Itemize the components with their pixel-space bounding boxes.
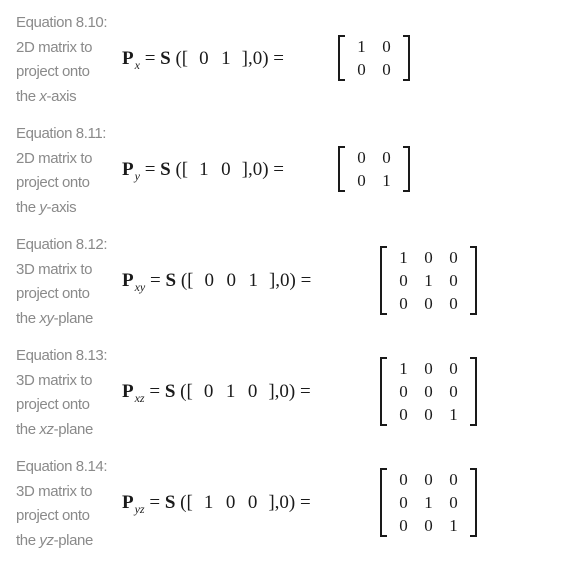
vector-element: 0 <box>199 48 209 69</box>
caption-line: project onto <box>16 396 90 413</box>
caption-line <box>16 418 116 443</box>
caption-italic: xz <box>39 420 54 438</box>
matrix-cell: 0 <box>382 37 391 56</box>
caption-line: Equation 8.11: <box>16 125 107 142</box>
matrix-cell: 0 <box>357 148 366 167</box>
equation-block <box>0 122 561 222</box>
matrix-cell: 0 <box>449 247 458 267</box>
caption-italic: y <box>39 198 47 216</box>
formula-lhs <box>122 492 311 514</box>
caption-text: -axis <box>46 198 77 216</box>
equation-caption <box>16 11 116 109</box>
lhs-subscript: xz <box>134 391 145 405</box>
equals-sign: = <box>139 159 161 180</box>
formula-lhs <box>122 270 311 292</box>
lhs-subscript: xy <box>134 280 146 294</box>
vector-element: 1 <box>199 159 209 180</box>
bracket-close: ], <box>263 381 280 402</box>
caption-text: the <box>16 531 40 549</box>
equation-block <box>0 455 561 555</box>
matrix-cell: 0 <box>399 469 408 489</box>
bracket-close: ], <box>236 159 253 180</box>
vector-element: 1 <box>203 492 214 513</box>
scalar-argument: 0 <box>280 270 290 291</box>
caption-text: -plane <box>53 531 93 549</box>
matrix-cell: 1 <box>449 404 458 424</box>
matrix-cell: 0 <box>399 293 408 313</box>
caption-text: -plane <box>53 420 93 438</box>
bracket-close: ], <box>263 492 280 513</box>
paren-close: ) = <box>262 48 285 69</box>
caption-text: the <box>16 198 40 216</box>
result-matrix <box>338 35 410 81</box>
matrix-cell: 0 <box>357 60 366 79</box>
caption-line: project onto <box>16 285 90 302</box>
equation-block <box>0 233 561 333</box>
matrix-cell: 0 <box>382 148 391 167</box>
caption-italic: xy <box>39 309 54 327</box>
bracket-close: ], <box>236 48 253 69</box>
caption-line: project onto <box>16 174 90 191</box>
matrix-cell: 1 <box>382 171 391 190</box>
matrix-cell: 0 <box>449 492 458 512</box>
matrix-cell: 1 <box>399 247 408 267</box>
matrix-cell: 1 <box>399 358 408 378</box>
matrix-cell: 0 <box>399 492 408 512</box>
caption-line: Equation 8.12: <box>16 236 108 253</box>
equation-caption <box>16 122 116 220</box>
lhs-symbol: P <box>122 492 134 513</box>
matrix-cell: 0 <box>357 171 366 190</box>
paren-open: ([ <box>176 270 199 291</box>
caption-line: Equation 8.13: <box>16 347 108 364</box>
caption-italic: x <box>39 87 47 105</box>
bracket-close: ], <box>264 270 281 291</box>
caption-line: 3D matrix to <box>16 260 93 278</box>
lhs-symbol: P <box>122 381 134 402</box>
vector-element: 0 <box>221 159 231 180</box>
result-matrix <box>380 468 477 537</box>
matrix-cell: 0 <box>399 404 408 424</box>
function-symbol: S <box>165 270 177 291</box>
result-matrix <box>338 146 410 192</box>
matrix-cell: 0 <box>424 247 433 267</box>
paren-open: ([ <box>175 492 198 513</box>
caption-text: the <box>16 420 40 438</box>
lhs-subscript: x <box>134 58 140 72</box>
equation-block <box>0 344 561 444</box>
equation-caption <box>16 455 116 553</box>
formula-lhs <box>122 48 284 70</box>
caption-text: -axis <box>46 87 77 105</box>
matrix-cell: 0 <box>424 358 433 378</box>
matrix-cell: 0 <box>399 515 408 535</box>
paren-open: ([ <box>170 48 193 69</box>
result-matrix <box>380 246 477 315</box>
caption-text: -plane <box>53 309 93 327</box>
equation-caption <box>16 344 116 442</box>
formula-lhs <box>122 159 284 181</box>
equals-sign: = <box>144 492 165 513</box>
paren-close: ) = <box>288 492 311 513</box>
lhs-subscript: yz <box>134 502 145 516</box>
vector-element: 0 <box>247 492 258 513</box>
matrix-cell: 0 <box>382 60 391 79</box>
lhs-symbol: P <box>122 48 134 69</box>
equals-sign: = <box>139 48 161 69</box>
caption-italic: yz <box>39 531 54 549</box>
vector-element: 0 <box>203 381 214 402</box>
caption-line: project onto <box>16 63 90 80</box>
lhs-subscript: y <box>134 169 140 183</box>
caption-line: 3D matrix to <box>16 371 93 389</box>
caption-text: the <box>16 87 40 105</box>
caption-line <box>16 196 116 221</box>
matrix-cell: 1 <box>424 270 433 290</box>
vector-element: 0 <box>225 492 236 513</box>
result-matrix <box>380 357 477 426</box>
matrix-cell: 1 <box>424 492 433 512</box>
equals-sign: = <box>144 381 165 402</box>
matrix-cell: 1 <box>449 515 458 535</box>
vector-element: 0 <box>247 381 258 402</box>
vector-element: 0 <box>204 270 214 291</box>
matrix-cell: 0 <box>449 270 458 290</box>
matrix-cell: 0 <box>449 293 458 313</box>
matrix-cell: 0 <box>424 515 433 535</box>
caption-line <box>16 529 116 554</box>
matrix-cell: 0 <box>449 381 458 401</box>
caption-line: Equation 8.14: <box>16 458 108 475</box>
vector-element: 1 <box>221 48 231 69</box>
matrix-cell: 0 <box>449 469 458 489</box>
matrix-cell: 0 <box>424 293 433 313</box>
matrix-cell: 0 <box>424 469 433 489</box>
matrix-cell: 0 <box>424 381 433 401</box>
scalar-argument: 0 <box>279 492 289 513</box>
caption-line: 2D matrix to <box>16 149 93 167</box>
matrix-cell: 1 <box>357 37 366 56</box>
paren-open: ([ <box>170 159 193 180</box>
equals-sign: = <box>145 270 166 291</box>
caption-line <box>16 85 116 110</box>
equation-block <box>0 11 561 111</box>
equation-caption <box>16 233 116 331</box>
scalar-argument: 0 <box>252 159 263 180</box>
formula-lhs <box>122 381 311 403</box>
caption-line: Equation 8.10: <box>16 14 108 31</box>
function-symbol: S <box>160 48 171 69</box>
vector-element: 1 <box>225 381 236 402</box>
matrix-cell: 0 <box>399 270 408 290</box>
vector-element: 0 <box>226 270 236 291</box>
function-symbol: S <box>164 381 176 402</box>
paren-close: ) = <box>288 381 311 402</box>
lhs-symbol: P <box>122 159 134 180</box>
lhs-symbol: P <box>122 270 134 291</box>
caption-line: 2D matrix to <box>16 38 93 56</box>
function-symbol: S <box>160 159 171 180</box>
matrix-cell: 0 <box>449 358 458 378</box>
vector-element: 1 <box>248 270 258 291</box>
caption-text: the <box>16 309 40 327</box>
paren-open: ([ <box>175 381 198 402</box>
caption-line <box>16 307 116 332</box>
caption-line: 3D matrix to <box>16 482 93 500</box>
function-symbol: S <box>164 492 176 513</box>
paren-close: ) = <box>289 270 312 291</box>
matrix-cell: 0 <box>399 381 408 401</box>
scalar-argument: 0 <box>279 381 289 402</box>
caption-line: project onto <box>16 507 90 524</box>
scalar-argument: 0 <box>252 48 263 69</box>
matrix-cell: 0 <box>424 404 433 424</box>
paren-close: ) = <box>262 159 285 180</box>
